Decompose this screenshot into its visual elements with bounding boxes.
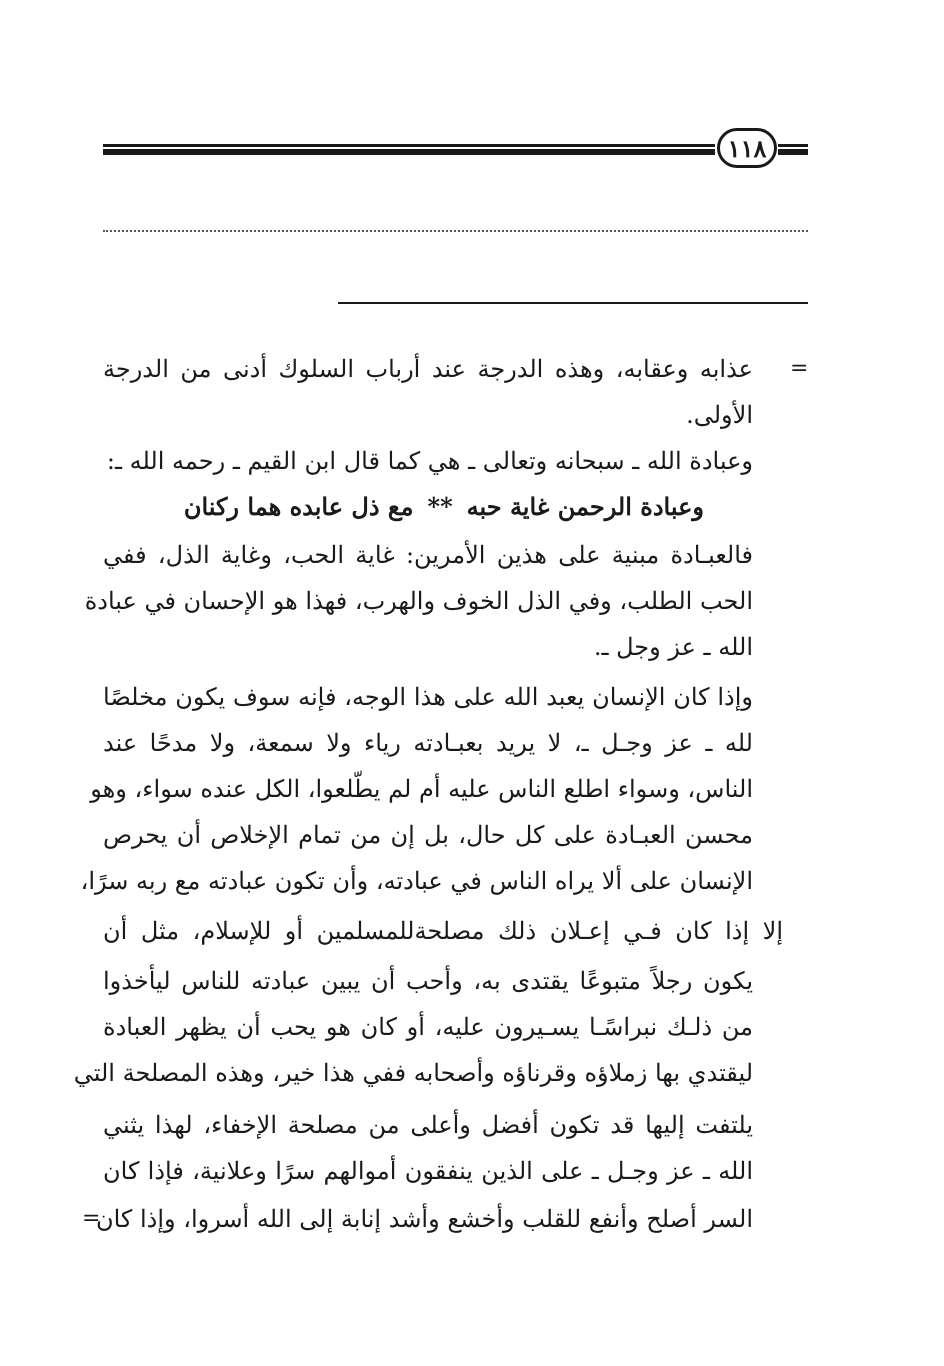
text-line: الأولى. [686, 401, 753, 429]
text-line: الله ـ عز وجـل ـ على الذين ينفقون أموالهم سرًا وعلانية، فإذا كان [103, 1157, 753, 1185]
text-line: يكون رجلاً متبوعًا يقتدى به، وأحب أن يبين عبادته للناس ليأخذوا [103, 967, 753, 995]
text-line: يلتفت إليها قد تكون أفضل وأعلى من مصلحة الإخفاء، لهذا يثني [103, 1111, 753, 1139]
dotted-separator [103, 230, 808, 234]
text-line: الحب الطلب، وفي الذل الخوف والهرب، فهذا هو الإحسان في عبادة [84, 587, 753, 615]
page-number: ١١٨ [727, 133, 767, 163]
text-line: فالعبـادة مبنية على هذين الأمرين: غاية الحب، وغاية الذل، ففي [103, 541, 753, 569]
header-rule [103, 144, 715, 155]
text-line: الله ـ عز وجل ـ. [593, 633, 753, 661]
section-rule [338, 302, 808, 304]
header-rule-short [778, 144, 808, 155]
verse-first-hemistich: وعبادة الرحمن غاية حبه [466, 492, 704, 521]
continuation-mark-end: = [82, 1206, 101, 1231]
text-line: الناس، وسواء اطلع الناس عليه أم لم يطّلعوا، الكل عنده سواء، وهو [90, 775, 753, 803]
text-line: وإذا كان الإنسان يعبد الله على هذا الوجه، فإنه سوف يكون مخلصًا [103, 683, 753, 711]
text-line: محسن العبـادة على كل حال، بل إن من تمام الإخلاص أن يحرص [103, 821, 753, 849]
verse-line [184, 484, 704, 530]
verse-separator: ** [427, 492, 453, 521]
text-line: من ذلـك نبراسًـا يسـيرون عليه، أو كان هو يحب أن يظهر العبادة [103, 1013, 753, 1041]
text-line: إلا إذا كان فـي إعـلان ذلك مصلحةللمسلمين أو للإسلام، مثل أن [103, 917, 783, 945]
text-line: عذابه وعقابه، وهذه الدرجة عند أرباب السلوك أدنى من الدرجة [103, 355, 753, 383]
text-line: الإنسان على ألا يراه الناس في عبادته، وأن تكون عبادته مع ربه سرًا، [80, 867, 753, 895]
text-line: ليقتدي بها زملاؤه وقرناؤه وأصحابه ففي هذا خير، وهذه المصلحة التي [73, 1059, 753, 1087]
text-line: لله ـ عز وجـل ـ، لا يريد بعبـادته رياء ولا سمعة، ولا مدحًا عند [103, 729, 753, 757]
continuation-mark-start: = [790, 356, 809, 381]
verse-second-hemistich: مع ذل عابده هما ركنان [183, 492, 414, 521]
text-line: السر أصلح وأنفع للقلب وأخشع وأشد إنابة إلى الله أسروا، وإذا كان [95, 1205, 753, 1233]
text-line: وعبادة الله ـ سبحانه وتعالى ـ هي كما قال ابن القيم ـ رحمه الله ـ: [106, 447, 753, 475]
page-number-badge [717, 128, 777, 168]
